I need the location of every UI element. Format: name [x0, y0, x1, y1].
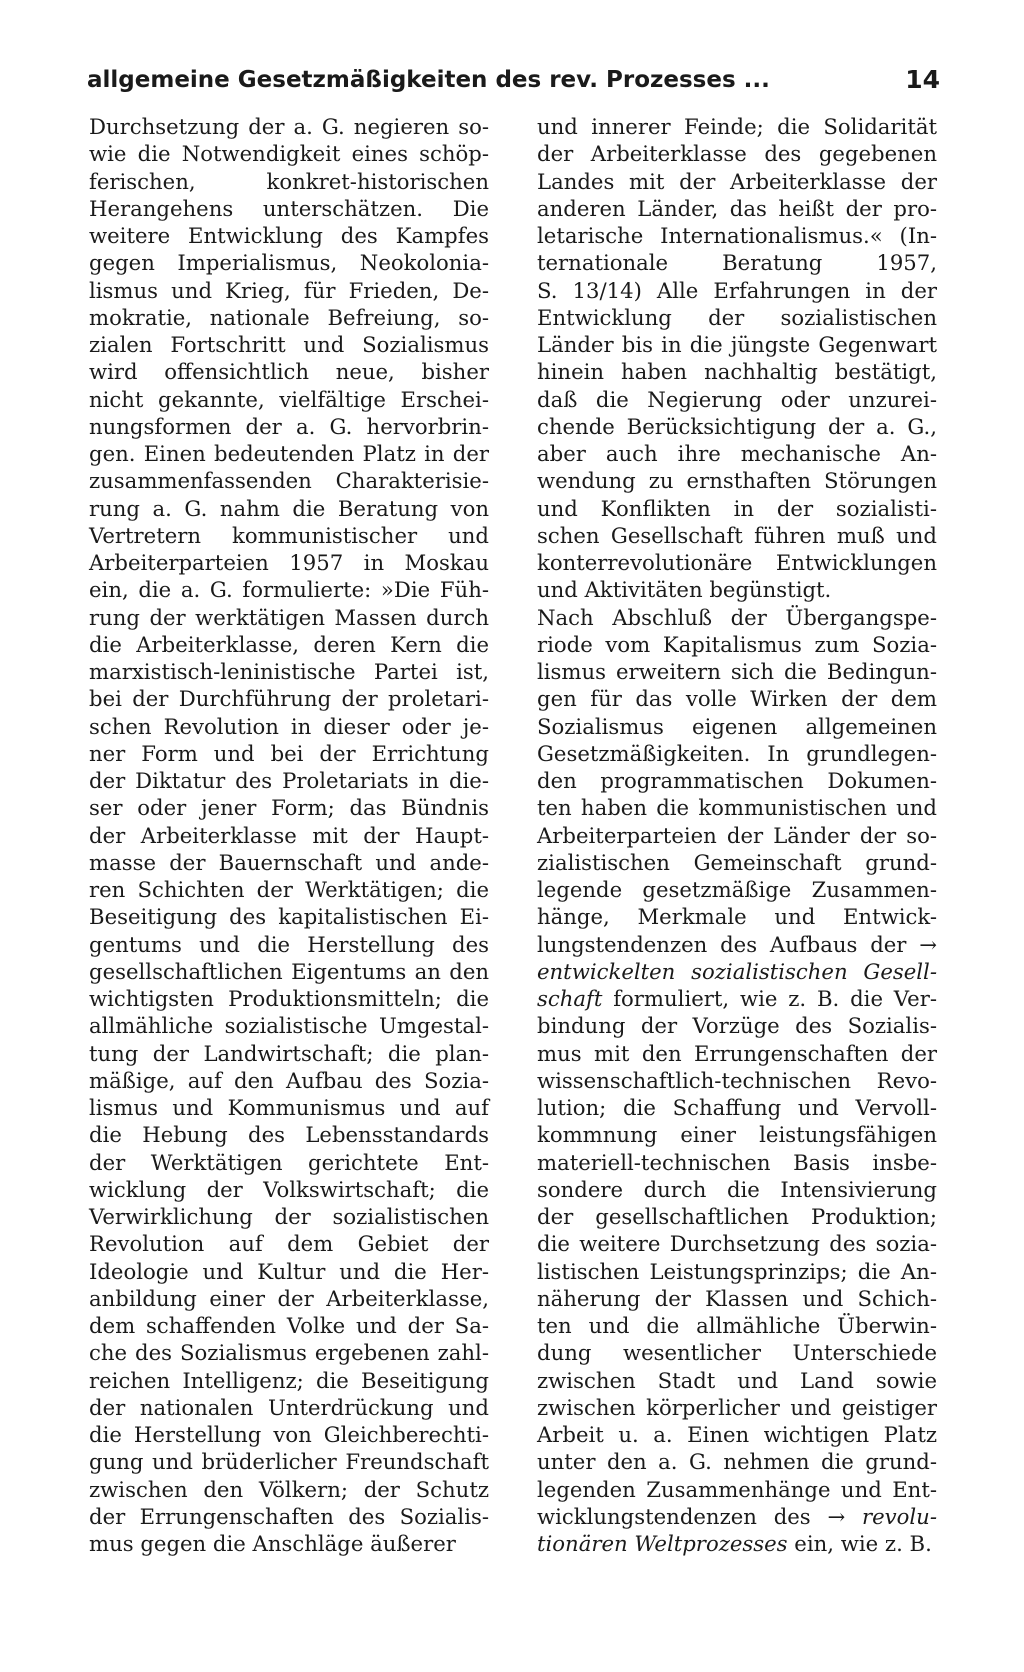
- text-line: schen Gesellschaft führen muß und: [537, 522, 937, 548]
- text-line: unter den a. G. nehmen die grund-: [537, 1449, 937, 1475]
- text-line: Arbeiterparteien der Länder der so-: [537, 822, 937, 848]
- text-line: die Herstellung von Gleichberechti-: [89, 1422, 489, 1447]
- text-line: tionären Weltprozesses ein, wie z. B.: [537, 1531, 932, 1556]
- text-line: nicht gekannte, vielfältige Erschei-: [89, 386, 489, 412]
- text-line: letarische Internationalismus.« (In-: [537, 223, 937, 248]
- text-line: konterrevolutionäre Entwicklungen: [537, 550, 937, 575]
- text-line: Sozialismus eigenen allgemeinen: [537, 713, 937, 739]
- text-line: der Errungenschaften des Sozialis-: [89, 1503, 489, 1529]
- text-line: wichtigsten Produktionsmitteln; die: [89, 986, 489, 1011]
- text-line: riode vom Kapitalismus zum Sozia-: [537, 631, 937, 657]
- text-line: näherung der Klassen und Schich-: [537, 1285, 937, 1311]
- text-line: lismus und Kommunismus und auf: [89, 1095, 489, 1120]
- text-line: und Konflikten in der sozialisti-: [537, 495, 937, 521]
- text-line: Gesetzmäßigkeiten. In grundlegen-: [537, 740, 937, 766]
- page-header: [87, 64, 940, 96]
- text-line: der Arbeiterklasse mit der Haupt-: [89, 822, 489, 848]
- text-line: Landes mit der Arbeiterklasse der: [537, 168, 937, 194]
- text-line: lungstendenzen des Aufbaus der →: [537, 931, 937, 957]
- text-line: zialen Fortschritt und Sozialismus: [89, 332, 489, 357]
- text-line: lution; die Schaffung und Vervoll-: [537, 1095, 937, 1120]
- text-line: sondere durch die Intensivierung: [537, 1176, 937, 1202]
- text-line: Länder bis in die jüngste Gegenwart: [537, 332, 937, 357]
- text-line: der nationalen Unterdrückung und: [89, 1394, 489, 1420]
- text-line: der Diktatur des Proletariats in die-: [89, 768, 489, 793]
- text-line: dung wesentlicher Unterschiede: [537, 1340, 937, 1366]
- text-line: den programmatischen Dokumen-: [537, 768, 937, 793]
- text-line: nungsformen der a. G. hervorbrin-: [89, 413, 489, 439]
- text-line: mokratie, nationale Befreiung, so-: [89, 304, 489, 330]
- page-number: 14: [905, 65, 940, 94]
- text-line: wissenschaftlich-technischen Revo-: [537, 1067, 937, 1093]
- text-line: legende gesetzmäßige Zusammen-: [537, 877, 937, 902]
- left-text-column: [89, 113, 489, 1557]
- text-line: S. 13/14) Alle Erfahrungen in der: [537, 277, 937, 303]
- text-line: ferischen, konkret-historischen: [89, 168, 489, 194]
- text-line: marxistisch-leninistische Partei ist,: [89, 659, 489, 684]
- text-line: aber auch ihre mechanische An-: [537, 441, 937, 466]
- text-line: anbildung einer der Arbeiterklasse,: [89, 1285, 489, 1311]
- text-line: der Werktätigen gerichtete Ent-: [89, 1149, 489, 1175]
- text-line: bindung der Vorzüge des Sozialis-: [537, 1013, 937, 1039]
- text-line: gentums und die Herstellung des: [89, 931, 489, 957]
- text-line: gesellschaftlichen Eigentums an den: [89, 958, 489, 984]
- text-line: mus mit den Errungenschaften der: [537, 1040, 937, 1066]
- text-line: chende Berücksichtigung der a. G.,: [537, 413, 937, 439]
- text-line: die weitere Durchsetzung des sozia-: [537, 1231, 937, 1257]
- text-line: schaft formuliert, wie z. B. die Ver-: [537, 986, 937, 1011]
- text-line: kommnung einer leistungsfähigen: [537, 1122, 937, 1148]
- text-line: wird offensichtlich neue, bisher: [89, 359, 489, 385]
- text-line: wicklungstendenzen des → revolu-: [537, 1503, 937, 1529]
- text-line: allmähliche sozialistische Umgestal-: [89, 1013, 489, 1039]
- text-line: ren Schichten der Werktätigen; die: [89, 877, 489, 902]
- text-line: Herangehens unterschätzen. Die: [89, 195, 489, 221]
- text-line: entwickelten sozialistischen Gesell-: [537, 958, 937, 984]
- text-line: legenden Zusammenhänge und Ent-: [537, 1476, 937, 1502]
- text-line: zusammenfassenden Charakterisie-: [89, 468, 489, 494]
- text-line: der Arbeiterklasse des gegebenen: [537, 141, 937, 167]
- text-line: weitere Entwicklung des Kampfes: [89, 223, 489, 248]
- text-line: wendung zu ernsthaften Störungen: [537, 468, 937, 494]
- text-line: Ideologie und Kultur und die Her-: [89, 1258, 489, 1284]
- text-line: gen für das volle Wirken der dem: [537, 686, 937, 712]
- text-line: Verwirklichung der sozialistischen: [89, 1204, 489, 1229]
- text-line: Arbeit u. a. Einen wichtigen Platz: [537, 1422, 937, 1447]
- text-line: gegen Imperialismus, Neokolonia-: [89, 250, 489, 276]
- text-line: bei der Durchführung der proletari-: [89, 686, 489, 712]
- text-line: ten haben die kommunistischen und: [537, 795, 937, 821]
- text-line: der gesellschaftlichen Produktion;: [537, 1204, 937, 1229]
- text-line: che des Sozialismus ergebenen zahl-: [89, 1340, 489, 1366]
- text-line: Revolution auf dem Gebiet der: [89, 1231, 489, 1257]
- text-line: hänge, Merkmale und Entwick-: [537, 904, 937, 930]
- text-line: Durchsetzung der a. G. negieren so-: [89, 114, 489, 139]
- text-line: tung der Landwirtschaft; die plan-: [89, 1040, 489, 1066]
- running-head: allgemeine Gesetzmäßigkeiten des rev. Prozesses ...: [87, 67, 770, 93]
- text-line: zwischen körperlicher und geistiger: [537, 1394, 937, 1420]
- text-line: rung der werktätigen Massen durch: [89, 604, 489, 630]
- text-line: Arbeiterparteien 1957 in Moskau: [89, 550, 489, 575]
- text-line: gung und brüderlicher Freundschaft: [89, 1449, 489, 1475]
- text-line: schen Revolution in dieser oder je-: [89, 713, 489, 739]
- text-line: Beseitigung des kapitalistischen Ei-: [89, 904, 489, 930]
- text-line: anderen Länder, das heißt der pro-: [537, 195, 937, 221]
- text-line: lismus und Krieg, für Frieden, De-: [89, 277, 489, 303]
- text-line: zwischen Stadt und Land sowie: [537, 1367, 937, 1393]
- text-line: Vertretern kommunistischer und: [89, 522, 489, 548]
- text-line: masse der Bauernschaft und ande-: [89, 849, 489, 875]
- text-line: dem schaffenden Volke und der Sa-: [89, 1313, 489, 1338]
- text-line: wie die Notwendigkeit eines schöp-: [89, 141, 489, 167]
- text-line: ten und die allmähliche Überwin-: [537, 1313, 937, 1338]
- text-line: zwischen den Völkern; der Schutz: [89, 1476, 489, 1502]
- text-line: Nach Abschluß der Übergangspe-: [537, 604, 937, 630]
- text-line: Entwicklung der sozialistischen: [537, 304, 937, 330]
- right-text-column: [537, 113, 937, 1557]
- text-line: die Arbeiterklasse, deren Kern die: [89, 631, 489, 657]
- text-line: hinein haben nachhaltig bestätigt,: [537, 359, 937, 385]
- text-line: und Aktivitäten begünstigt.: [537, 577, 832, 603]
- text-line: materiell-technischen Basis insbe-: [537, 1149, 937, 1175]
- text-line: die Hebung des Lebensstandards: [89, 1122, 489, 1148]
- text-line: ternationale Beratung 1957,: [537, 250, 937, 276]
- text-line: listischen Leistungsprinzips; die An-: [537, 1258, 937, 1284]
- text-line: reichen Intelligenz; die Beseitigung: [89, 1367, 489, 1393]
- text-line: und innerer Feinde; die Solidarität: [537, 114, 937, 139]
- text-line: lismus erweitern sich die Bedingun-: [537, 659, 937, 684]
- text-line: ner Form und bei der Errichtung: [89, 740, 489, 766]
- text-line: mus gegen die Anschläge äußerer: [89, 1531, 456, 1556]
- text-line: zialistischen Gemeinschaft grund-: [537, 849, 937, 875]
- text-line: ein, die a. G. formulierte: »Die Füh-: [89, 577, 489, 603]
- text-line: wicklung der Volkswirtschaft; die: [89, 1176, 489, 1202]
- text-line: ser oder jener Form; das Bündnis: [89, 795, 489, 821]
- text-line: rung a. G. nahm die Beratung von: [89, 495, 489, 521]
- text-line: gen. Einen bedeutenden Platz in der: [89, 441, 489, 466]
- text-line: mäßige, auf den Aufbau des Sozia-: [89, 1067, 489, 1093]
- text-line: daß die Negierung oder unzurei-: [537, 386, 937, 412]
